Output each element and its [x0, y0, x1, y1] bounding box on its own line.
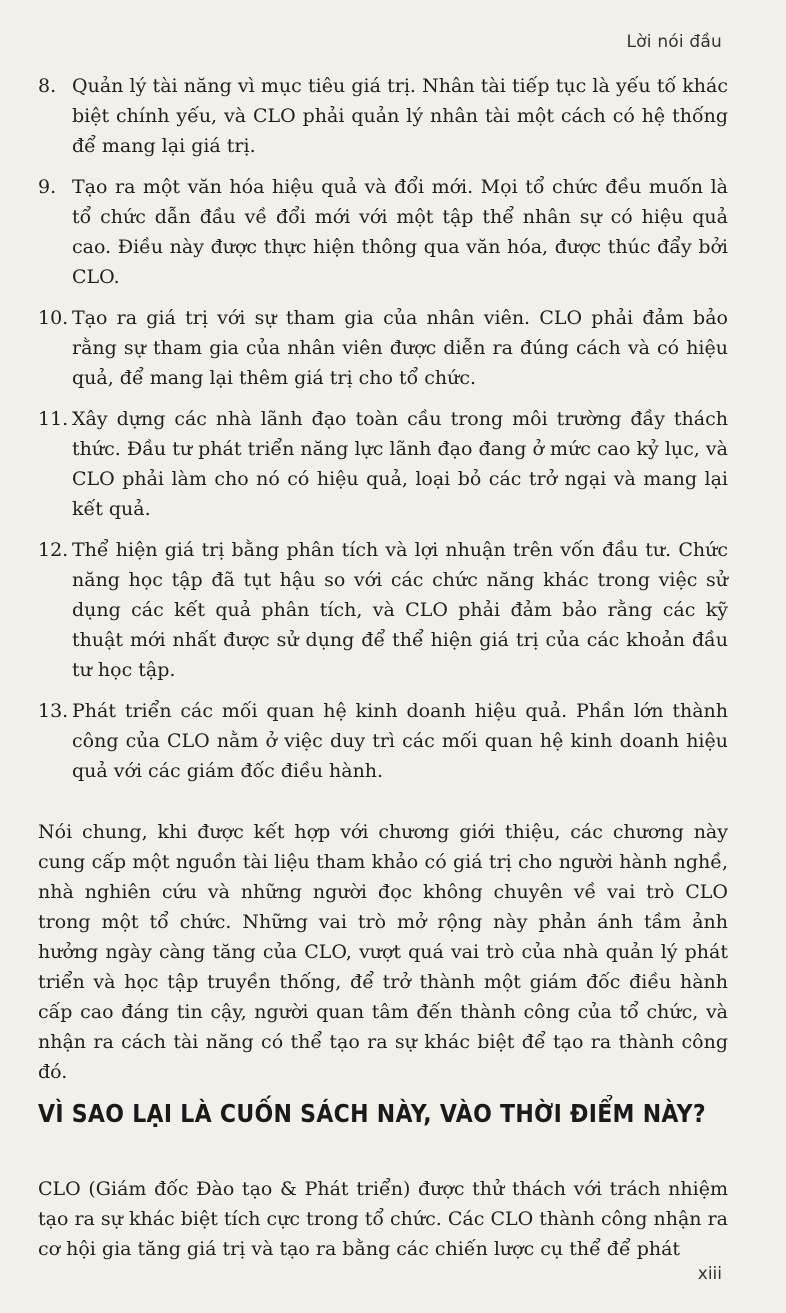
list-item-number: 13. [38, 700, 69, 722]
section-paragraph: CLO (Giám đốc Đào tạo & Phát triển) được thử thách với trách nhiệm tạo ra sự khác biệt tích cực trong tổ chức. Các CLO thành công nhận ra cơ hội gia tăng giá trị và tạo ra bằng các chiến lược cụ thể để phát [38, 1178, 728, 1260]
list-item-text: Tạo ra một văn hóa hiệu quả và đổi mới. Mọi tổ chức đều muốn là tổ chức dẫn đầu về đổi mới với một tập thể nhân sự có hiệu quả cao. Điều này được thực hiện thông qua văn hóa, được thúc đẩy bởi CLO. [72, 176, 728, 288]
running-header: Lời nói đầu [626, 32, 722, 52]
list-item [38, 303, 728, 393]
numbered-list [38, 71, 728, 797]
summary-paragraph: Nói chung, khi được kết hợp với chương giới thiệu, các chương này cung cấp một nguồn tài liệu tham khảo có giá trị cho người hành nghề, nhà nghiên cứu và những người đọc không chuyên về vai trò CLO trong một tổ chức. Những vai trò mở rộng này phản ánh tầm ảnh hưởng ngày càng tăng của CLO, vượt quá vai trò của nhà quản lý phát triển và học tập truyền thống, để trở thành một giám đốc điều hành cấp cao đáng tin cậy, người quan tâm đến thành công của tổ chức, và nhận ra cách tài năng có thể tạo ra sự khác biệt để tạo ra thành công đó. [38, 821, 728, 1083]
list-item [38, 71, 728, 161]
list-item-text: Phát triển các mối quan hệ kinh doanh hiệu quả. Phần lớn thành công của CLO nằm ở việc duy trì các mối quan hệ kinh doanh hiệu quả với các giám đốc điều hành. [72, 700, 728, 782]
section-heading: VÌ SAO LẠI LÀ CUỐN SÁCH NÀY, VÀO THỜI ĐIỂM NÀY? [38, 1100, 706, 1129]
list-item-number: 11. [38, 408, 69, 430]
list-item-number: 10. [38, 307, 69, 329]
list-item [38, 404, 728, 524]
list-item-text: Quản lý tài năng vì mục tiêu giá trị. Nhân tài tiếp tục là yếu tố khác biệt chính yếu, và CLO phải quản lý nhân tài một cách có hệ thống để mang lại giá trị. [72, 75, 728, 157]
list-item [38, 696, 728, 786]
list-item-text: Tạo ra giá trị với sự tham gia của nhân viên. CLO phải đảm bảo rằng sự tham gia của nhân viên được diễn ra đúng cách và có hiệu quả, để mang lại thêm giá trị cho tổ chức. [72, 307, 728, 389]
list-item-number: 9. [38, 176, 57, 198]
list-item-number: 12. [38, 539, 69, 561]
list-item [38, 535, 728, 685]
list-item-number: 8. [38, 75, 57, 97]
list-item [38, 172, 728, 292]
list-item-text: Thể hiện giá trị bằng phân tích và lợi nhuận trên vốn đầu tư. Chức năng học tập đã tụt hậu so với các chức năng khác trong việc sử dụng các kết quả phân tích, và CLO phải đảm bảo rằng các kỹ thuật mới nhất được sử dụng để thể hiện giá trị của các khoản đầu tư học tập. [72, 539, 728, 681]
page-number: xiii [697, 1264, 722, 1284]
list-item-text: Xây dựng các nhà lãnh đạo toàn cầu trong môi trường đầy thách thức. Đầu tư phát triển năng lực lãnh đạo đang ở mức cao kỷ lục, và CLO phải làm cho nó có hiệu quả, loại bỏ các trở ngại và mang lại kết quả. [72, 408, 728, 520]
